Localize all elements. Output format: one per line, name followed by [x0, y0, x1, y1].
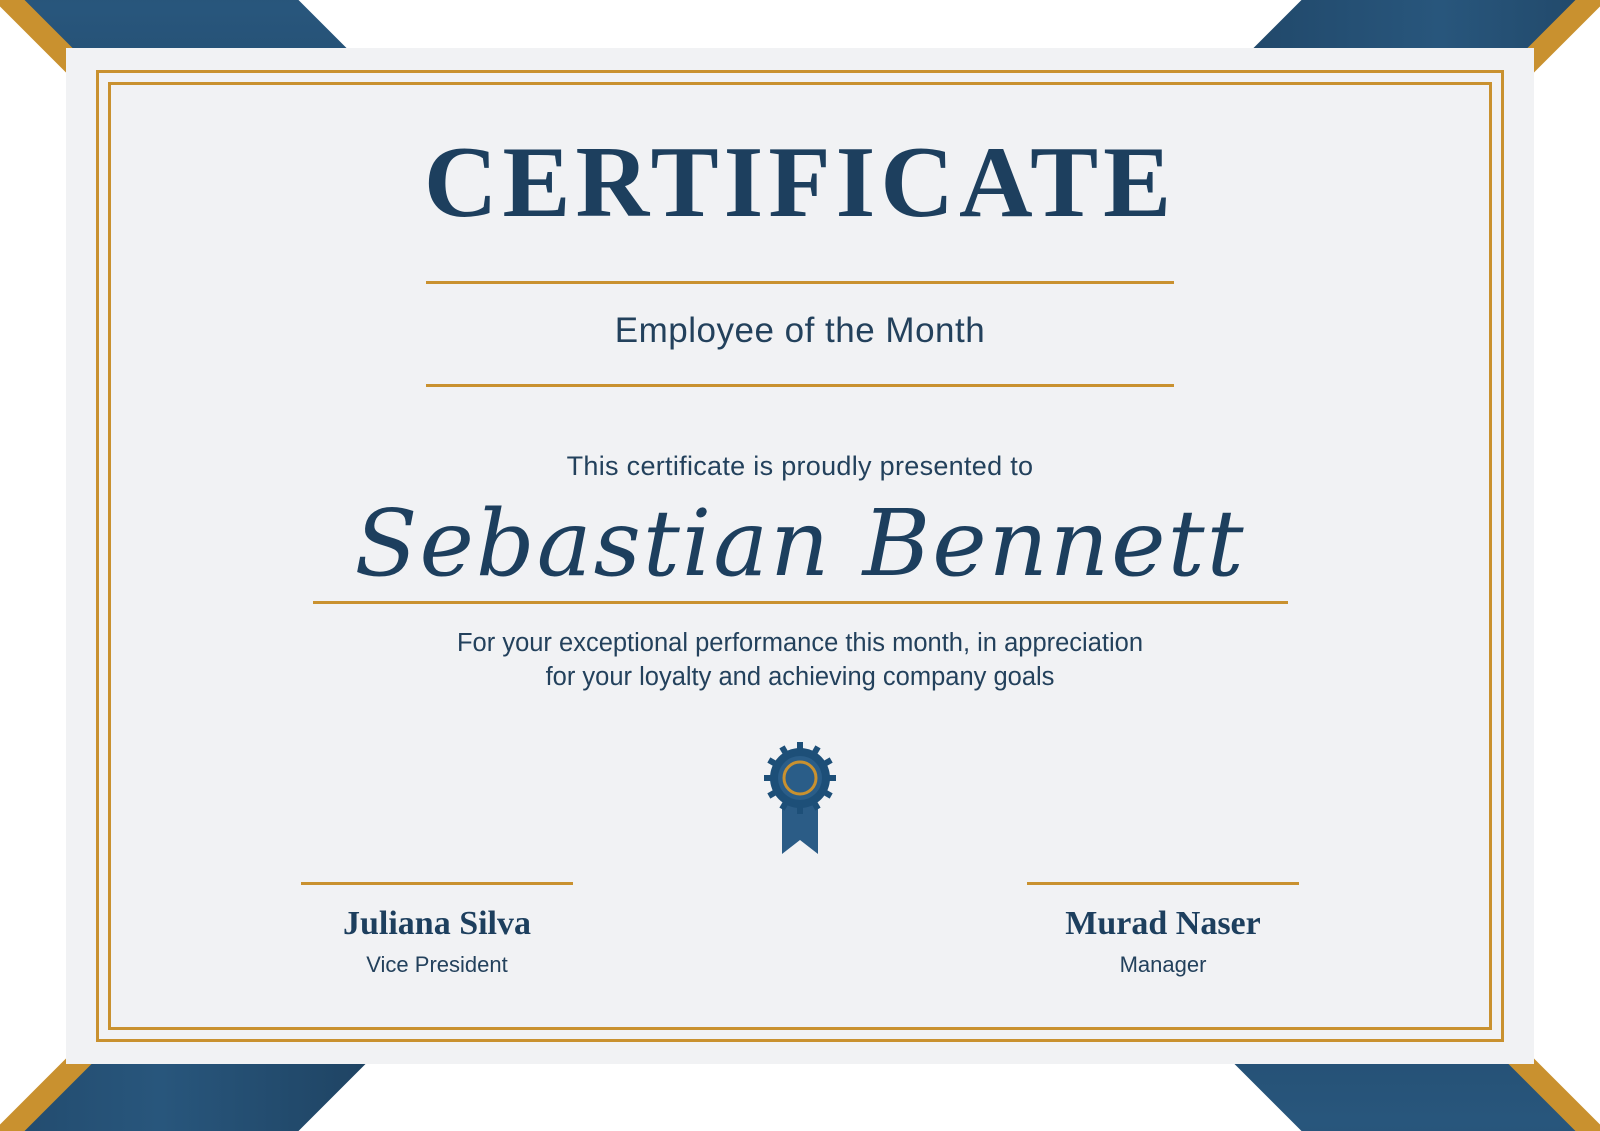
certificate-content	[66, 48, 1534, 1064]
signature-block-2	[1027, 882, 1299, 978]
certificate-description	[457, 626, 1143, 695]
signature-line-1	[301, 882, 573, 885]
certificate-title: CERTIFICATE	[423, 126, 1177, 239]
divider-top	[426, 281, 1174, 284]
award-ribbon-icon	[750, 732, 850, 860]
signature-role-1: Vice President	[366, 952, 508, 977]
description-line-2: for your loyalty and achieving company goals	[545, 663, 1055, 692]
signature-name-1: Juliana Silva	[342, 904, 531, 942]
award-ribbon-svg	[750, 732, 850, 860]
divider-recipient	[313, 601, 1288, 604]
recipient-name: Sebastian Bennett	[354, 490, 1246, 597]
signature-name-2: Murad Naser	[1065, 904, 1261, 942]
description-line-1: For your exceptional performance this month, in appreciation	[456, 628, 1144, 657]
signature-role-2: Manager	[1119, 952, 1207, 977]
certificate-card	[66, 48, 1534, 1064]
divider-bottom	[426, 384, 1174, 387]
signature-line-2	[1027, 882, 1299, 885]
signature-block-1	[301, 882, 573, 978]
signature-row	[66, 882, 1534, 978]
presented-to-text: This certificate is proudly presented to	[566, 451, 1034, 481]
certificate-subtitle: Employee of the Month	[614, 311, 986, 350]
